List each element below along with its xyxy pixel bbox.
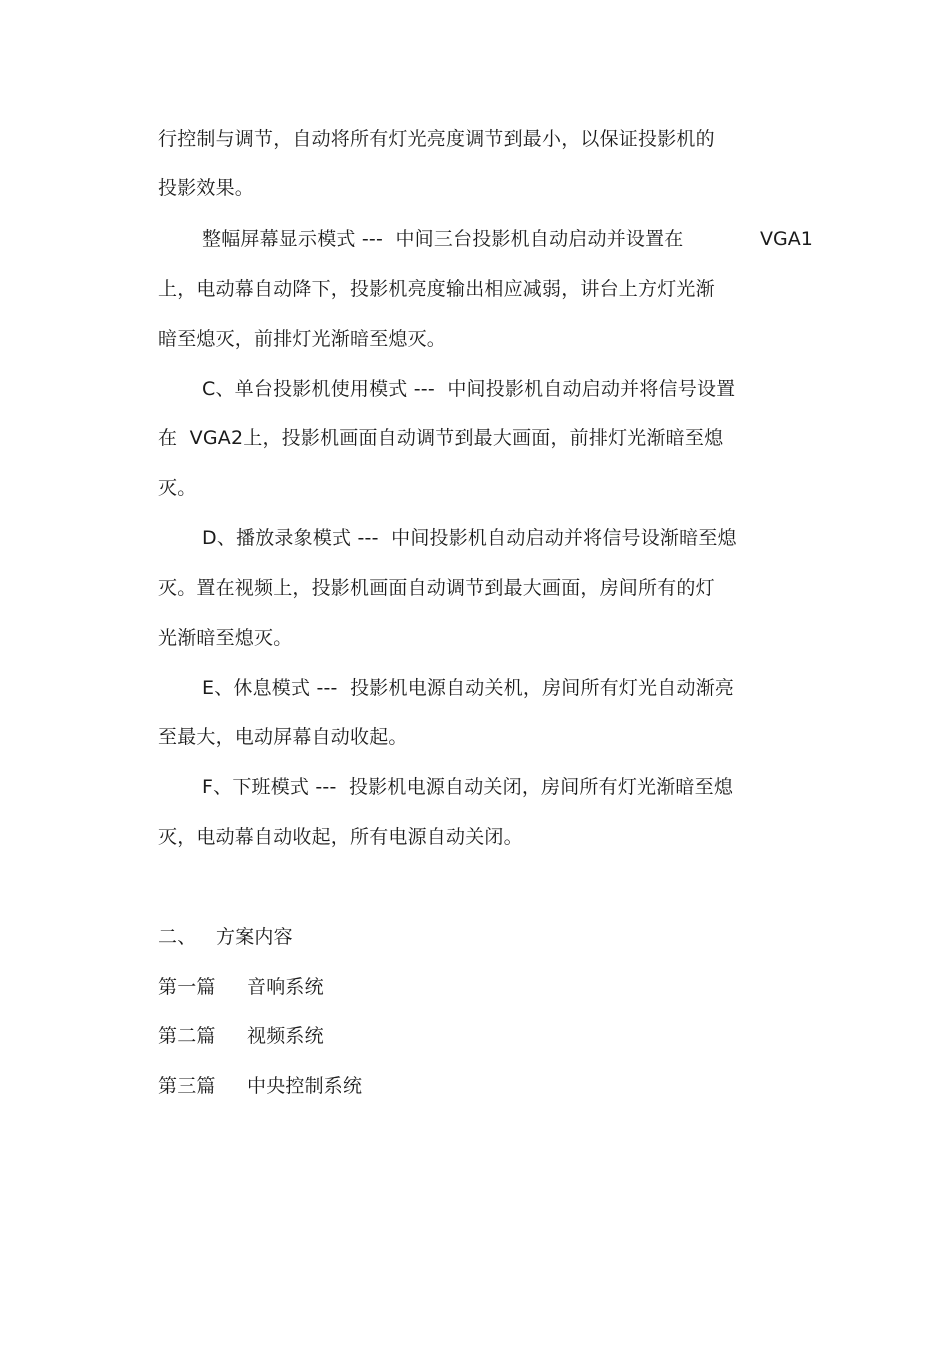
toc-item-title: 音响系统 [247, 976, 324, 998]
paragraph-line: D、播放录象模式 --- 中间投影机自动启动并将信号设渐暗至熄 [202, 527, 737, 549]
paragraph-line-tail: VGA1 [760, 228, 813, 250]
toc-item-title: 视频系统 [247, 1025, 324, 1047]
paragraph-line: F、下班模式 --- 投影机电源自动关闭，房间所有灯光渐暗至熄 [202, 776, 734, 798]
paragraph-line: 投影效果。 [158, 177, 255, 199]
paragraph-line: 暗至熄灭，前排灯光渐暗至熄灭。 [158, 328, 447, 350]
paragraph-line: 行控制与调节，自动将所有灯光亮度调节到最小，以保证投影机的 [158, 128, 715, 150]
toc-item-label: 第二篇 [158, 1025, 216, 1047]
paragraph-line: 灭。置在视频上，投影机画面自动调节到最大画面，房间所有的灯 [158, 577, 715, 599]
paragraph-line: 整幅屏幕显示模式 --- 中间三台投影机自动启动并设置在 [202, 228, 684, 250]
paragraph-line: 光渐暗至熄灭。 [158, 627, 293, 649]
paragraph-line: E、休息模式 --- 投影机电源自动关机，房间所有灯光自动渐亮 [202, 677, 735, 699]
paragraph-line: C、单台投影机使用模式 --- 中间投影机自动启动并将信号设置 [202, 378, 736, 400]
paragraph-line: 上，电动幕自动降下，投影机亮度输出相应减弱，讲台上方灯光渐 [158, 278, 715, 300]
section-number: 二、 [158, 926, 197, 948]
toc-item-label: 第一篇 [158, 976, 216, 998]
paragraph-line: 灭。 [158, 477, 197, 499]
section-title: 方案内容 [216, 926, 293, 948]
toc-item-label: 第三篇 [158, 1075, 216, 1097]
paragraph-line: 在 VGA2上，投影机画面自动调节到最大画面，前排灯光渐暗至熄 [158, 427, 724, 449]
paragraph-line: 灭，电动幕自动收起，所有电源自动关闭。 [158, 826, 523, 848]
toc-item-title: 中央控制系统 [247, 1075, 363, 1097]
paragraph-line: 至最大，电动屏幕自动收起。 [158, 726, 408, 748]
